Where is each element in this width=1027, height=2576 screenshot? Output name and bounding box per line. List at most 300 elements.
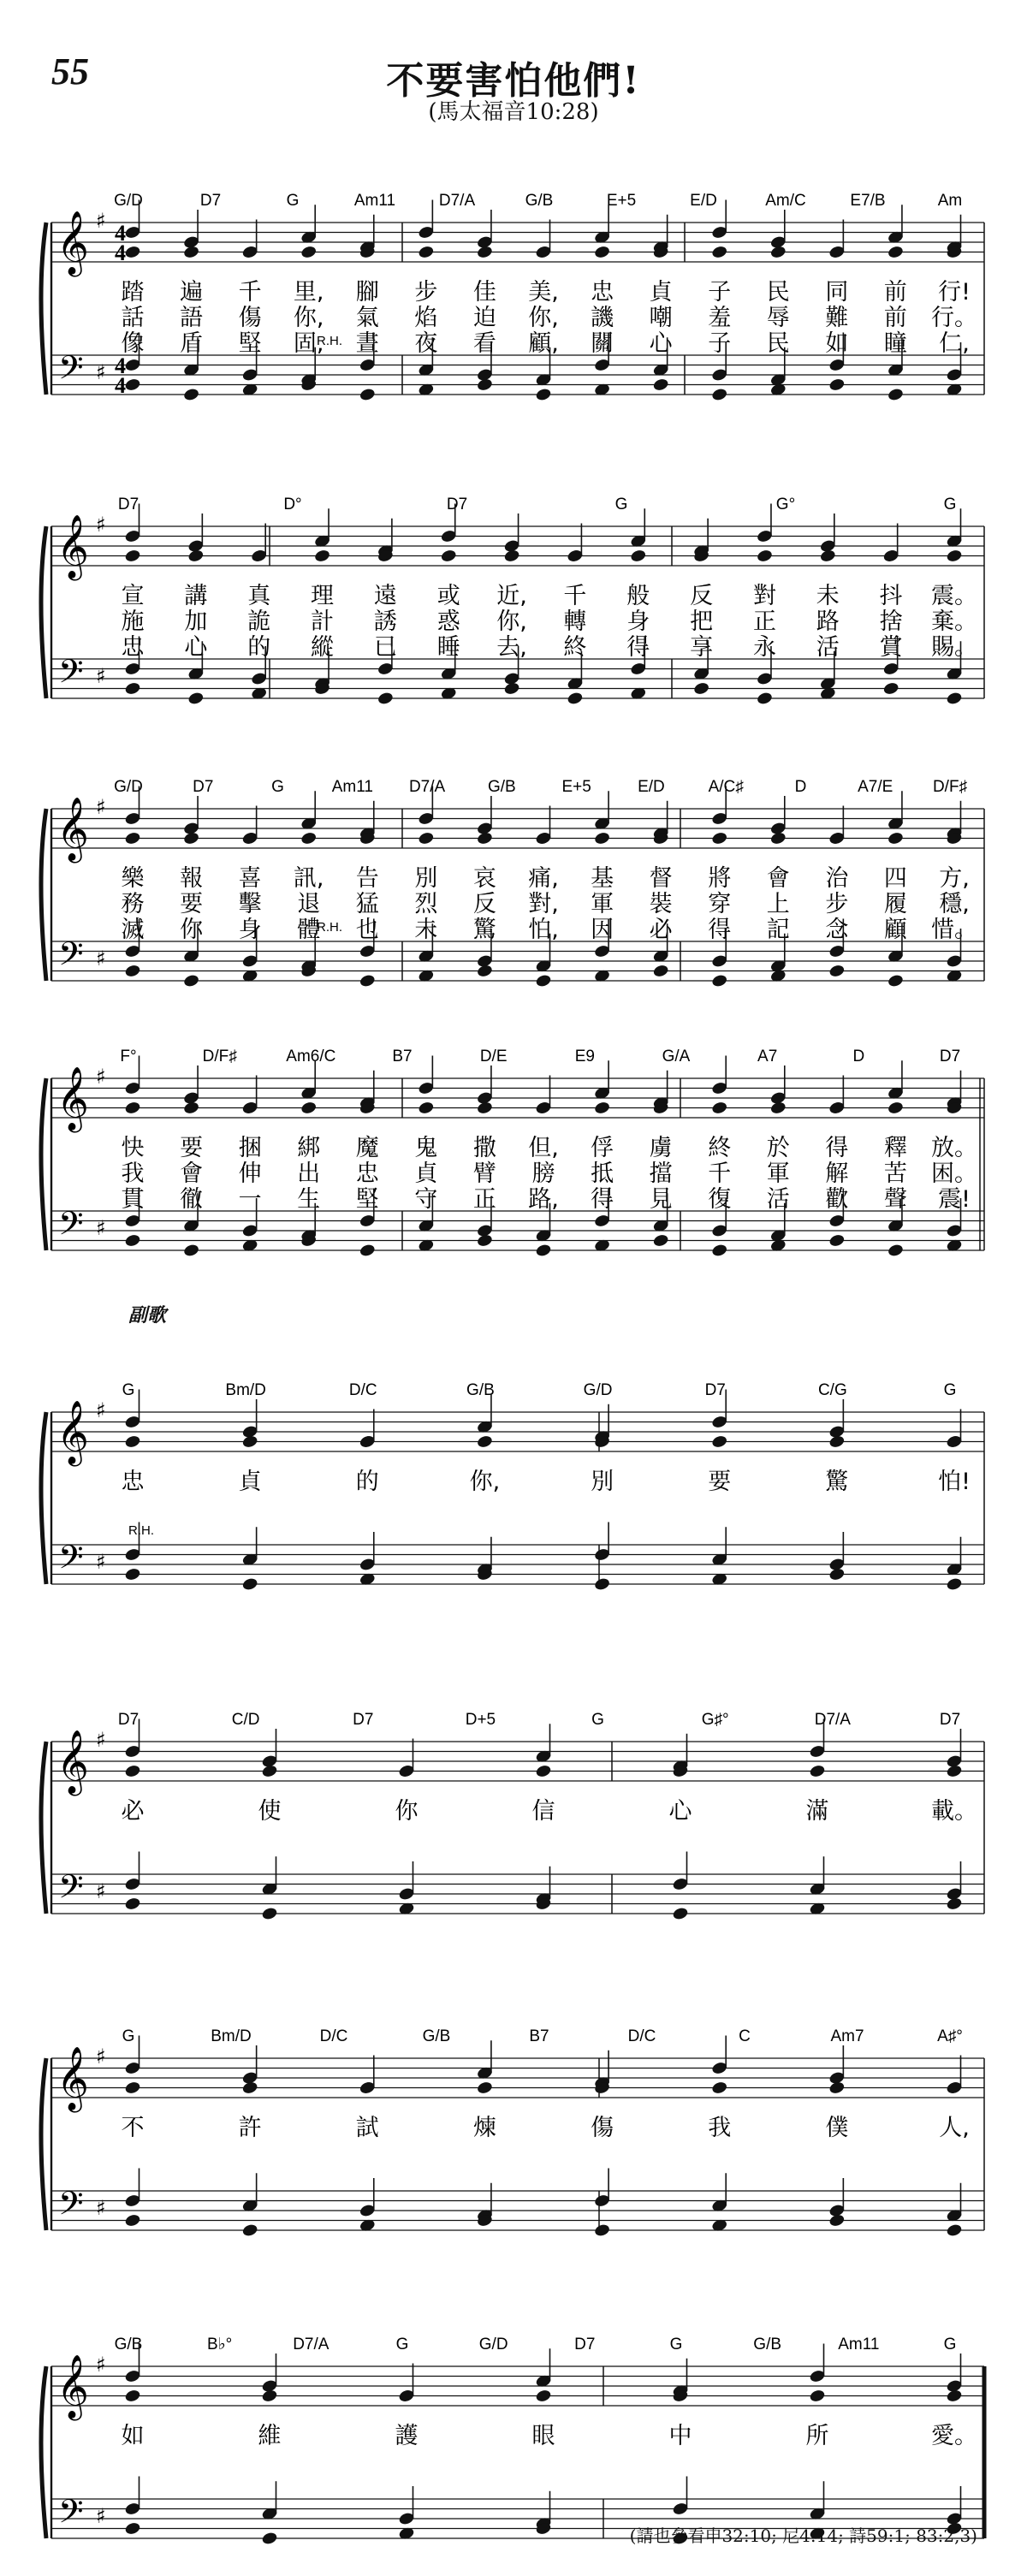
lyric-syllable: 軍 <box>766 1160 790 1187</box>
chord-symbol: D/E <box>479 1048 508 1065</box>
key-signature-sharp: ♯ <box>96 1550 106 1574</box>
lyric-syllable: 千 <box>238 279 262 306</box>
music-system <box>0 727 1027 1018</box>
note <box>377 691 394 705</box>
key-signature-sharp: ♯ <box>96 209 106 233</box>
lyric-syllable: 眼 <box>531 2423 555 2449</box>
lyric-syllable: 復 <box>708 1186 732 1213</box>
lyric-syllable: 穿 <box>708 891 732 917</box>
bass-clef: 𝄢 <box>58 1867 84 1914</box>
key-signature-sharp: ♯ <box>96 2353 106 2377</box>
lyric-syllable: 縱 <box>311 634 335 661</box>
chord-symbol: G♯° <box>701 1711 729 1729</box>
key-signature-sharp: ♯ <box>96 664 106 688</box>
note <box>711 387 728 401</box>
lyric-syllable: 烈 <box>414 891 438 917</box>
note <box>124 1101 141 1115</box>
lyric-syllable: 使 <box>258 1798 282 1825</box>
note <box>187 691 205 705</box>
system-brace <box>41 2058 46 2230</box>
chord-symbol: Am11 <box>838 2336 880 2353</box>
chord-symbol: E+5 <box>606 192 637 210</box>
key-signature-sharp: ♯ <box>96 2504 106 2528</box>
lyric-syllable: 如 <box>121 2423 145 2449</box>
chord-symbol: E9 <box>574 1048 595 1065</box>
lyric-syllable: 將 <box>708 865 732 892</box>
chord-symbol: D7 <box>939 1711 961 1729</box>
chord-symbol: F° <box>120 1048 137 1065</box>
lyric-syllable: 震! <box>938 1186 971 1213</box>
note <box>359 973 376 988</box>
lyric-syllable: 未 <box>816 583 840 609</box>
lyric-syllable: 四 <box>883 865 907 892</box>
lyric-syllable: 身 <box>626 608 650 635</box>
chord-symbol: D7 <box>939 1048 961 1065</box>
lyric-syllable: 我 <box>121 1160 145 1187</box>
lyric-syllable: 見 <box>649 1186 673 1213</box>
lyric-syllable: 鬼 <box>414 1135 438 1161</box>
lyric-syllable: 晝 <box>355 330 379 357</box>
note <box>418 831 435 846</box>
lyric-syllable: 虜 <box>649 1135 673 1161</box>
lyric-syllable: 滅 <box>121 917 145 943</box>
lyric-syllable: 關 <box>591 330 614 357</box>
lyric-syllable: 子 <box>708 279 732 306</box>
chord-symbol: G <box>943 496 957 513</box>
time-signature-top: 4 <box>115 353 126 378</box>
lyric-syllable: 擊 <box>238 891 262 917</box>
chord-symbol: A7/E <box>858 778 893 796</box>
lyric-syllable: 施 <box>121 608 145 635</box>
lyric-syllable: 忠 <box>121 1469 145 1495</box>
chord-symbol: Bm/D <box>225 1381 266 1399</box>
lyric-syllable: 貞 <box>238 1469 262 1495</box>
system-brace <box>41 1742 46 1914</box>
note <box>946 691 963 705</box>
note <box>672 1906 689 1920</box>
note <box>124 2213 141 2228</box>
lyric-syllable: 載。 <box>931 1798 977 1825</box>
lyric-syllable: 正 <box>472 1186 496 1213</box>
note <box>652 964 669 978</box>
lyric-syllable: 如 <box>825 330 849 357</box>
bass-clef: 𝄢 <box>58 2184 84 2230</box>
chord-symbol: D <box>794 778 807 796</box>
lyric-syllable: 督 <box>649 865 673 892</box>
lyric-syllable: 訊, <box>293 865 324 892</box>
lyric-syllable: 難 <box>825 305 849 331</box>
lyric-syllable: 身 <box>238 917 262 943</box>
music-system <box>0 997 1027 1288</box>
bass-clef: 𝄢 <box>58 2492 84 2538</box>
treble-clef: 𝄞 <box>56 211 89 275</box>
lyric-syllable: 告 <box>355 865 379 892</box>
lyric-syllable: 釋 <box>883 1135 907 1161</box>
note <box>946 2389 963 2403</box>
note <box>711 245 728 259</box>
lyric-syllable: 心 <box>184 634 208 661</box>
chord-symbol: D/F♯ <box>932 778 968 796</box>
note <box>652 377 669 392</box>
note <box>711 1243 728 1257</box>
note <box>828 1434 846 1449</box>
treble-staff <box>51 1412 984 1451</box>
key-signature-sharp: ♯ <box>96 1065 106 1089</box>
lyric-syllable: 我 <box>708 2115 732 2141</box>
treble-clef: 𝄞 <box>56 515 89 579</box>
system-brace <box>41 1412 46 1584</box>
note <box>769 831 787 846</box>
note <box>476 1233 493 1248</box>
lyric-syllable: 放。 <box>931 1135 977 1161</box>
lyric-syllable: 要 <box>708 1469 732 1495</box>
lyric-syllable: 也 <box>355 917 379 943</box>
lyric-syllable: 惑 <box>436 608 460 635</box>
lyric-syllable: 生 <box>297 1186 321 1213</box>
treble-clef: 𝄞 <box>56 2355 89 2419</box>
note <box>535 1764 552 1778</box>
chord-symbol: D7/A <box>438 192 476 210</box>
key-signature-sharp: ♯ <box>96 2045 106 2069</box>
chord-symbol: D7 <box>704 1381 726 1399</box>
time-signature-top: 4 <box>115 221 126 246</box>
note <box>359 1243 376 1257</box>
lyric-syllable: 痛, <box>528 865 559 892</box>
chord-symbol: G <box>122 1381 135 1399</box>
lyric-syllable: 你, <box>528 305 559 331</box>
note <box>711 973 728 988</box>
lyric-syllable: 把 <box>690 608 714 635</box>
lyric-syllable: 忠 <box>355 1160 379 1187</box>
lyric-syllable: 得 <box>626 634 650 661</box>
chord-symbol: Am7 <box>830 2027 864 2045</box>
lyric-syllable: 上 <box>766 891 790 917</box>
note <box>476 245 493 259</box>
music-system <box>0 1660 1027 1951</box>
note <box>819 549 836 563</box>
chord-symbol: G/B <box>487 778 516 796</box>
lyric-syllable: 終 <box>708 1135 732 1161</box>
lyric-syllable: 或 <box>436 583 460 609</box>
lyric-syllable: 信 <box>531 1798 555 1825</box>
lyric-syllable: 講 <box>184 583 208 609</box>
bass-clef: 𝄢 <box>58 1538 84 1584</box>
lyric-syllable: 轉 <box>563 608 587 635</box>
note <box>887 831 904 846</box>
lyric-syllable: 去, <box>496 634 527 661</box>
note <box>828 1233 846 1248</box>
lyric-syllable: 伸 <box>238 1160 262 1187</box>
note <box>769 1101 787 1115</box>
chord-symbol: E/D <box>690 192 717 210</box>
lyric-syllable: 基 <box>591 865 614 892</box>
lyric-syllable: 的 <box>355 1469 379 1495</box>
note <box>535 387 552 401</box>
chord-symbol: B7 <box>392 1048 413 1065</box>
lyric-syllable: 穩, <box>939 891 970 917</box>
key-signature-sharp: ♯ <box>96 1879 106 1903</box>
lyric-syllable: 念 <box>825 917 849 943</box>
music-system <box>0 141 1027 432</box>
treble-clef: 𝄞 <box>56 2047 89 2110</box>
lyric-syllable: 固, <box>293 330 324 357</box>
chord-symbol: Am11 <box>331 778 373 796</box>
chord-symbol: D7 <box>117 1711 140 1729</box>
lyric-syllable: 震。 <box>931 583 977 609</box>
lyric-syllable: 擋 <box>649 1160 673 1187</box>
lyric-syllable: 會 <box>180 1160 204 1187</box>
chord-symbol: A7 <box>757 1048 778 1065</box>
lyric-syllable: 夜 <box>414 330 438 357</box>
note <box>124 245 141 259</box>
note <box>535 1243 552 1257</box>
chord-symbol: G° <box>775 496 796 513</box>
lyric-syllable: 一 <box>238 1186 262 1213</box>
system-brace <box>41 1078 46 1250</box>
note <box>809 1764 826 1778</box>
chord-symbol: G/D <box>114 778 143 796</box>
bass-staff <box>51 2191 984 2230</box>
lyric-syllable: 堅 <box>238 330 262 357</box>
lyric-syllable: 腳 <box>355 279 379 306</box>
key-signature-sharp: ♯ <box>96 1728 106 1752</box>
note <box>183 1243 200 1257</box>
lyric-syllable: 綁 <box>297 1135 321 1161</box>
lyric-syllable: 中 <box>668 2423 692 2449</box>
lyric-syllable: 喜 <box>238 865 262 892</box>
note <box>440 549 457 563</box>
lyric-syllable: 遠 <box>373 583 397 609</box>
note <box>261 2389 278 2403</box>
note <box>946 1896 963 1911</box>
lyric-syllable: 譏 <box>591 305 614 331</box>
chord-symbol: C/D <box>231 1711 260 1729</box>
music-system <box>0 1331 1027 1622</box>
lyric-syllable: 活 <box>816 634 840 661</box>
lyric-syllable: 仁, <box>939 330 970 357</box>
note <box>124 1434 141 1449</box>
lyric-syllable: 遍 <box>180 279 204 306</box>
lyric-syllable: 已 <box>373 634 397 661</box>
lyric-syllable: 所 <box>805 2423 829 2449</box>
note <box>183 831 200 846</box>
lyric-syllable: 對, <box>528 891 559 917</box>
system-brace <box>41 2366 46 2538</box>
chord-symbol: G <box>614 496 628 513</box>
chord-symbol: A♯° <box>937 2027 963 2045</box>
chord-symbol: Am6/C <box>286 1048 336 1065</box>
key-signature-sharp: ♯ <box>96 513 106 537</box>
music-system <box>0 445 1027 736</box>
chord-symbol: Am/C <box>765 192 806 210</box>
treble-clef: 𝄞 <box>56 1401 89 1464</box>
system-brace <box>41 223 46 395</box>
lyric-syllable: 治 <box>825 865 849 892</box>
music-system <box>0 1977 1027 2268</box>
note <box>594 2223 611 2237</box>
note <box>756 549 773 563</box>
chord-symbol: D7/A <box>408 778 446 796</box>
note <box>183 1101 200 1115</box>
lyric-syllable: 滿 <box>805 1798 829 1825</box>
lyric-syllable: 活 <box>766 1186 790 1213</box>
lyric-syllable: 怕, <box>528 917 559 943</box>
note <box>828 1567 846 1582</box>
lyric-syllable: 路 <box>816 608 840 635</box>
footer-note: (請也參看申32:10; 尼4:14; 詩59:1; 83:2,3) <box>629 2526 977 2546</box>
note <box>887 387 904 401</box>
lyric-syllable: 步 <box>825 891 849 917</box>
key-signature-sharp: ♯ <box>96 1398 106 1422</box>
chord-symbol: G <box>943 2336 957 2353</box>
lyric-syllable: 顧 <box>883 917 907 943</box>
treble-clef: 𝄞 <box>56 1067 89 1131</box>
lyric-syllable: 得 <box>591 1186 614 1213</box>
lyric-syllable: 守 <box>414 1186 438 1213</box>
chord-symbol: D+5 <box>465 1711 496 1729</box>
lyric-syllable: 裝 <box>649 891 673 917</box>
lyric-syllable: 軍 <box>591 891 614 917</box>
chord-symbol: Am11 <box>353 192 396 210</box>
lyric-syllable: 愛。 <box>931 2423 977 2449</box>
note <box>711 2080 728 2095</box>
bass-staff <box>51 1545 984 1584</box>
lyric-syllable: 未 <box>414 917 438 943</box>
note <box>261 1906 278 1920</box>
chord-symbol: D7/A <box>814 1711 851 1729</box>
note <box>418 1101 435 1115</box>
lyric-syllable: 務 <box>121 891 145 917</box>
lyric-syllable: 同 <box>825 279 849 306</box>
note <box>946 549 963 563</box>
note <box>887 973 904 988</box>
chord-symbol: D7 <box>199 192 222 210</box>
lyric-syllable: 許 <box>238 2115 262 2141</box>
system-brace <box>41 809 46 981</box>
note <box>630 549 647 563</box>
lyric-syllable: 捆 <box>238 1135 262 1161</box>
chord-symbol: G <box>395 2336 409 2353</box>
lyric-syllable: 困。 <box>931 1160 977 1187</box>
chord-symbol: A/C♯ <box>708 778 744 796</box>
note <box>711 831 728 846</box>
chord-symbol: Bm/D <box>211 2027 252 2045</box>
lyric-syllable: 誘 <box>373 608 397 635</box>
lyric-syllable: 膀 <box>531 1160 555 1187</box>
lyric-syllable: 千 <box>708 1160 732 1187</box>
note <box>756 691 773 705</box>
lyric-syllable: 享 <box>690 634 714 661</box>
chord-symbol: G <box>943 1381 957 1399</box>
bass-clef: 𝄢 <box>58 1204 84 1250</box>
note <box>261 2531 278 2545</box>
treble-clef: 𝄞 <box>56 798 89 861</box>
rh-marking: R.H. <box>317 920 342 935</box>
lyric-syllable: 語 <box>180 305 204 331</box>
note <box>124 1764 141 1778</box>
lyric-syllable: 必 <box>121 1798 145 1825</box>
note <box>124 681 141 696</box>
chord-symbol: D7 <box>117 496 140 513</box>
chorus-label: 副歌 <box>128 1304 167 1327</box>
note <box>711 1101 728 1115</box>
lyric-syllable: 前 <box>883 305 907 331</box>
lyric-syllable: 你 <box>180 917 204 943</box>
lyric-syllable: 解 <box>825 1160 849 1187</box>
lyric-syllable: 民 <box>766 330 790 357</box>
note <box>124 377 141 392</box>
lyric-syllable: 俘 <box>591 1135 614 1161</box>
lyric-syllable: 理 <box>311 583 335 609</box>
note <box>124 1233 141 1248</box>
note <box>887 245 904 259</box>
lyric-syllable: 哀 <box>472 865 496 892</box>
note <box>946 2223 963 2237</box>
note <box>652 1233 669 1248</box>
time-signature-bottom: 4 <box>115 240 126 265</box>
lyric-syllable: 快 <box>121 1135 145 1161</box>
note <box>300 831 318 846</box>
lyric-syllable: 你 <box>395 1798 419 1825</box>
chord-symbol: G/B <box>525 192 554 210</box>
lyric-syllable: 忠 <box>591 279 614 306</box>
lyric-syllable: 正 <box>752 608 776 635</box>
lyric-syllable: 惜。 <box>931 917 977 943</box>
note <box>124 2521 141 2536</box>
bass-clef: 𝄢 <box>58 935 84 981</box>
chord-symbol: B♭° <box>207 2336 233 2353</box>
lyric-syllable: 氣 <box>355 305 379 331</box>
chord-symbol: C <box>739 2027 751 2045</box>
lyric-syllable: 維 <box>258 2423 282 2449</box>
hymn-number: 55 <box>51 50 89 92</box>
note <box>313 549 330 563</box>
lyric-syllable: 千 <box>563 583 587 609</box>
lyric-syllable: 你, <box>469 1469 501 1495</box>
note <box>183 973 200 988</box>
note <box>594 245 611 259</box>
chord-symbol: G/B <box>466 1381 495 1399</box>
treble-clef: 𝄞 <box>56 1730 89 1794</box>
treble-staff <box>51 1742 984 1781</box>
lyric-syllable: 聲 <box>883 1186 907 1213</box>
lyric-syllable: 記 <box>766 917 790 943</box>
note <box>124 2389 141 2403</box>
lyric-syllable: 里, <box>293 279 324 306</box>
chord-symbol: G <box>122 2027 135 2045</box>
chord-symbol: D <box>852 1048 865 1065</box>
note <box>124 831 141 846</box>
chord-symbol: G/B <box>114 2336 143 2353</box>
rh-marking: R.H. <box>317 334 342 348</box>
chord-symbol: D7 <box>446 496 468 513</box>
note <box>476 964 493 978</box>
lyric-syllable: 終 <box>563 634 587 661</box>
lyric-syllable: 加 <box>184 608 208 635</box>
lyric-syllable: 樂 <box>121 865 145 892</box>
note <box>183 387 200 401</box>
lyric-syllable: 步 <box>414 279 438 306</box>
note <box>594 1576 611 1591</box>
lyric-syllable: 抖 <box>879 583 903 609</box>
lyric-syllable: 你, <box>293 305 324 331</box>
lyric-syllable: 美, <box>528 279 559 306</box>
lyric-syllable: 前 <box>883 279 907 306</box>
chord-symbol: G/D <box>478 2336 508 2353</box>
lyric-syllable: 報 <box>180 865 204 892</box>
chord-symbol: E+5 <box>561 778 591 796</box>
lyric-syllable: 別 <box>591 1469 614 1495</box>
